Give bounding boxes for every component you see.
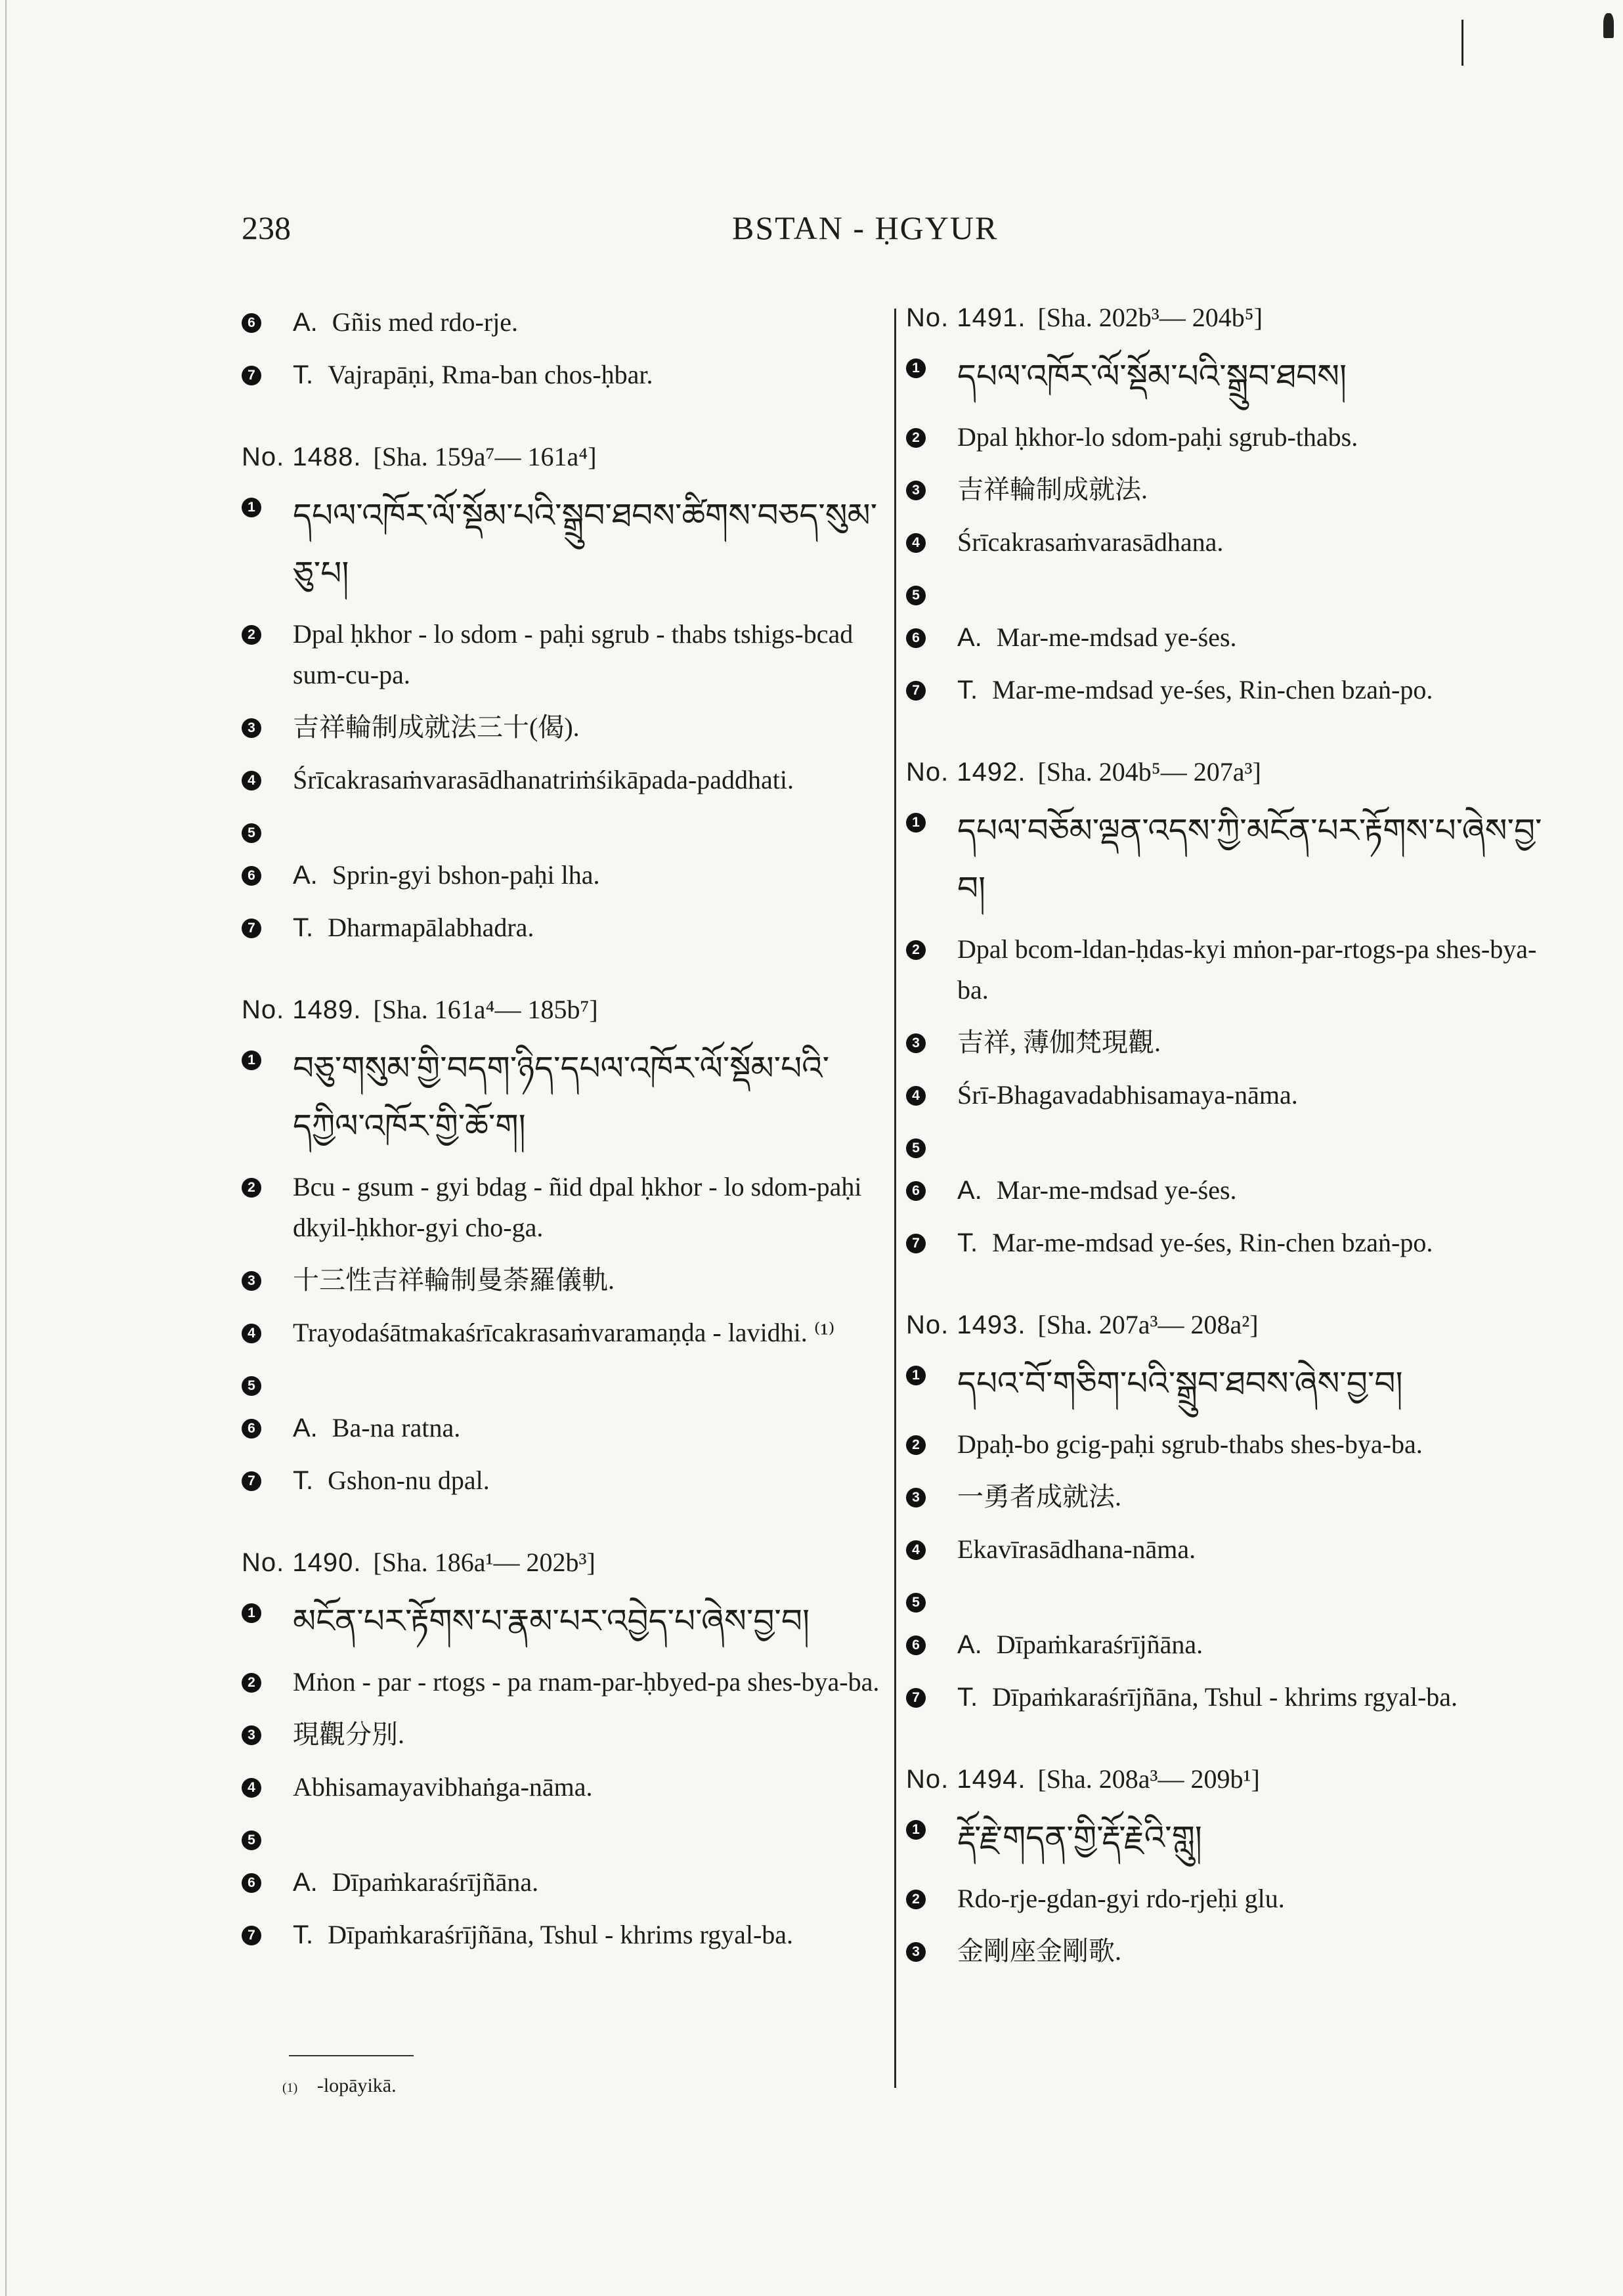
field-number-marker: 7: [242, 1471, 261, 1491]
entry-heading: [242, 1547, 892, 1578]
field-number-marker: 6: [242, 1419, 261, 1439]
field-value: [957, 1424, 1556, 1465]
field-text: Ba-na ratna.: [332, 1413, 461, 1442]
field-text: Śrīcakrasaṁvarasādhanatriṁśikāpada-paddhati.: [293, 765, 794, 794]
field-value: [293, 1260, 892, 1301]
entry-field: [242, 302, 892, 343]
field-text: Ekavīrasādhana-nāma.: [957, 1534, 1196, 1564]
entry-number: No. 1494.: [906, 1765, 1026, 1794]
catalogue-entry: [906, 756, 1556, 1263]
entry-field: [906, 1223, 1556, 1263]
field-text: དཔལ་བཅོམ་ལྡན་འདས་ཀྱི་མངོན་པར་རྟོགས་པ་ཞེས་བྱ་བ།: [957, 812, 1542, 907]
field-text: Abhisamayavibhaṅga-nāma.: [293, 1772, 593, 1802]
field-text: རྡོ་རྗེ་གདན་གྱི་རྡོ་རྗེའི་གླུ།: [957, 1819, 1202, 1857]
footnote-number: (1): [282, 2081, 298, 2095]
column-divider: [894, 309, 896, 2088]
field-number-marker: 5: [242, 1376, 261, 1396]
entry-folio-reference: [Sha. 202b³— 204b⁵]: [1037, 303, 1263, 332]
entry-field: [906, 1582, 1556, 1613]
field-number-marker: 2: [906, 1890, 926, 1909]
field-value: [293, 1915, 892, 1955]
field-text: Dīpaṁkaraśrījñāna.: [996, 1630, 1203, 1659]
entry-field: [906, 1477, 1556, 1517]
entry-folio-reference: [Sha. 159a⁷— 161a⁴]: [373, 442, 597, 471]
footnote-text: -lopāyikā.: [316, 2075, 397, 2096]
entry-field: [906, 1424, 1556, 1465]
field-number-marker: 3: [242, 1271, 261, 1291]
entry-field: [242, 812, 892, 843]
field-number-marker: 3: [906, 1488, 926, 1507]
entry-heading: [906, 1764, 1556, 1794]
field-value: [957, 1223, 1556, 1263]
catalogue-entry: [242, 994, 892, 1501]
field-text: 金剛座金剛歌.: [957, 1936, 1121, 1966]
field-text: Mar-me-mdsad ye-śes, Rin-chen bzaṅ-po.: [992, 675, 1433, 704]
tibetan-title: [957, 1809, 1556, 1867]
field-text: མངོན་པར་རྟོགས་པ་རྣམ་པར་འབྱེད་པ་ཞེས་བྱ་བ།: [293, 1602, 810, 1640]
field-number-marker: 2: [242, 1673, 261, 1693]
entry-field: [242, 1167, 892, 1248]
field-text: 吉祥輪制成就法三十(偈).: [293, 712, 580, 742]
entry-number: No. 1492.: [906, 758, 1026, 787]
entry-field: [906, 1624, 1556, 1665]
field-number-marker: 5: [906, 1138, 926, 1158]
field-number-marker: 3: [242, 1725, 261, 1745]
field-number-marker: 4: [242, 771, 261, 791]
entry-field: [242, 1408, 892, 1448]
field-value: [293, 1767, 892, 1808]
entry-field: [906, 522, 1556, 563]
entry-field: [906, 617, 1556, 658]
field-value: [957, 1529, 1556, 1570]
field-value: [293, 855, 892, 896]
field-text: Dharmapālabhadra.: [328, 913, 534, 942]
footnote-rule: [289, 2055, 414, 2056]
running-head: BSTAN - ḤGYUR: [732, 209, 999, 246]
field-text: Dpal bcom-ldan-ḥdas-kyi mṅon-par-rtogs-pa shes-bya-ba.: [957, 934, 1537, 1005]
entry-field: [242, 760, 892, 800]
field-text: བཅུ་གསུམ་གྱི་བདག་ཉིད་དཔལ་འཁོར་ལོ་སྡོམ་པའི་དཀྱིལ་འཁོར་གྱི་ཆོ་ག།: [293, 1049, 830, 1145]
entry-folio-reference: [Sha. 186a¹— 202b³]: [373, 1548, 595, 1577]
entry-field: [242, 1592, 892, 1650]
field-label: A.: [293, 308, 318, 337]
scan-mark: [1461, 20, 1463, 66]
field-value: [293, 1312, 892, 1353]
entry-field: [906, 1878, 1556, 1919]
scan-mark: [1603, 13, 1614, 38]
field-number-marker: 1: [242, 1051, 261, 1070]
entry-field: [906, 1127, 1556, 1158]
field-label: A.: [957, 1176, 982, 1205]
field-value: [957, 1624, 1556, 1665]
field-number-marker: 1: [242, 1603, 261, 1623]
field-number-marker: 6: [906, 628, 926, 648]
field-text: 一勇者成就法.: [957, 1482, 1121, 1511]
field-number-marker: 5: [242, 823, 261, 843]
field-number-marker: 3: [906, 481, 926, 500]
entry-field: [242, 1260, 892, 1301]
field-text: Śrī-Bhagavadabhisamaya-nāma.: [957, 1080, 1298, 1110]
field-value: [957, 929, 1556, 1010]
tibetan-title: [293, 1592, 892, 1650]
field-number-marker: 7: [242, 1926, 261, 1945]
field-text: དཔའ་བོ་གཅིག་པའི་སྒྲུབ་ཐབས་ཞེས་བྱ་བ།: [957, 1364, 1403, 1402]
left-column: [242, 302, 892, 2001]
tibetan-title: [957, 347, 1556, 405]
field-label: T.: [957, 1683, 978, 1712]
entry-number: No. 1491.: [906, 303, 1026, 332]
field-text: Gñis med rdo-rje.: [332, 307, 519, 337]
tibetan-title: [293, 487, 892, 602]
field-number-marker: 4: [242, 1778, 261, 1798]
entry-field: [242, 1365, 892, 1396]
entry-field: [906, 347, 1556, 405]
entry-field: [242, 1714, 892, 1755]
field-value: [293, 302, 892, 343]
entry-field: [242, 614, 892, 695]
field-text: Mṅon - par - rtogs - pa rnam-par-ḥbyed-pa shes-bya-ba.: [293, 1667, 880, 1697]
field-value: [957, 1677, 1556, 1718]
field-text: དཔལ་འཁོར་ལོ་སྡོམ་པའི་སྒྲུབ་ཐབས་ཚིགས་བཅད་སུམ་ཅུ་པ།: [293, 496, 878, 592]
field-text: Dpal ḥkhor - lo sdom - paḥi sgrub - thabs tshigs-bcad sum-cu-pa.: [293, 619, 854, 689]
entry-heading: [906, 302, 1556, 333]
field-label: T.: [293, 1466, 314, 1495]
catalogue-entry: [906, 1764, 1556, 1972]
field-number-marker: 3: [242, 718, 261, 738]
field-number-marker: 1: [906, 358, 926, 378]
field-label: A.: [293, 1414, 318, 1442]
field-text: Gshon-nu dpal.: [328, 1465, 490, 1495]
field-number-marker: 2: [242, 625, 261, 645]
field-text: Mar-me-mdsad ye-śes.: [996, 1175, 1237, 1205]
entry-field: [242, 907, 892, 948]
catalogue-entry: [906, 302, 1556, 710]
field-number-marker: 5: [906, 1593, 926, 1613]
tibetan-title: [293, 1039, 892, 1155]
field-number-marker: 6: [906, 1635, 926, 1655]
entry-field: [906, 469, 1556, 510]
field-label: T.: [957, 1228, 978, 1257]
entry-field: [906, 1529, 1556, 1570]
entry-folio-reference: [Sha. 204b⁵— 207a³]: [1037, 757, 1261, 787]
entry-folio-reference: [Sha. 161a⁴— 185b⁷]: [373, 995, 598, 1024]
field-label: A.: [293, 861, 318, 890]
entry-field: [242, 355, 892, 395]
field-value: [293, 1662, 892, 1702]
field-text: 吉祥, 薄伽梵現觀.: [957, 1028, 1161, 1057]
field-value: [293, 355, 892, 395]
field-value: [293, 1460, 892, 1501]
field-value: [293, 1862, 892, 1903]
field-label: T.: [957, 676, 978, 704]
field-text: Bcu - gsum - gyi bdag - ñid dpal ḥkhor - lo sdom-paḥi dkyil-ḥkhor-gyi cho-ga.: [293, 1172, 862, 1242]
field-number-marker: 7: [906, 1688, 926, 1708]
entry-field: [906, 1022, 1556, 1063]
field-text: Trayodaśātmakaśrīcakrasaṁvaramaṇḍa - lavidhi. ⁽¹⁾: [293, 1318, 835, 1347]
scan-mark: [5, 0, 7, 2296]
field-text: Rdo-rje-gdan-gyi rdo-rjeḥi glu.: [957, 1884, 1285, 1913]
field-number-marker: 1: [906, 1366, 926, 1385]
entry-number: No. 1493.: [906, 1310, 1026, 1339]
field-value: [293, 760, 892, 800]
field-text: Dpaḥ-bo gcig-paḥi sgrub-thabs shes-bya-ba.: [957, 1429, 1423, 1459]
field-text: དཔལ་འཁོར་ལོ་སྡོམ་པའི་སྒྲུབ་ཐབས།: [957, 357, 1347, 395]
field-value: [293, 1714, 892, 1755]
field-number-marker: 6: [906, 1181, 926, 1201]
field-value: [293, 1167, 892, 1248]
field-number-marker: 7: [906, 1234, 926, 1253]
field-text: Sprin-gyi bshon-paḥi lha.: [332, 860, 600, 890]
field-value: [293, 1408, 892, 1448]
tibetan-title: [957, 1354, 1556, 1412]
field-value: [957, 1170, 1556, 1211]
page-number: 238: [242, 209, 291, 246]
field-label: T.: [293, 360, 314, 389]
entry-heading: [906, 1309, 1556, 1340]
field-number-marker: 3: [906, 1033, 926, 1053]
field-text: Śrīcakrasaṁvarasādhana.: [957, 527, 1224, 557]
entry-field: [242, 1915, 892, 1955]
entry-heading: [242, 441, 892, 472]
entry-field: [906, 1809, 1556, 1867]
field-number-marker: 2: [906, 1435, 926, 1455]
entry-field: [906, 929, 1556, 1010]
field-number-marker: 5: [242, 1830, 261, 1850]
entry-field: [242, 707, 892, 748]
entry-field: [906, 1170, 1556, 1211]
field-value: [957, 417, 1556, 458]
field-value: [957, 1477, 1556, 1517]
field-number-marker: 1: [906, 1820, 926, 1840]
entry-field: [906, 1075, 1556, 1116]
entry-heading: [242, 994, 892, 1025]
entry-heading: [906, 756, 1556, 787]
field-value: [957, 522, 1556, 563]
field-text: 十三性吉祥輪制曼荼羅儀軌.: [293, 1265, 615, 1295]
field-text: 現觀分別.: [293, 1720, 404, 1749]
field-number-marker: 2: [906, 940, 926, 960]
field-label: A.: [957, 623, 982, 652]
footnote: [282, 2075, 397, 2097]
field-number-marker: 7: [242, 366, 261, 385]
field-label: T.: [293, 913, 314, 942]
field-number-marker: 4: [242, 1324, 261, 1343]
entry-folio-reference: [Sha. 207a³— 208a²]: [1037, 1310, 1259, 1339]
field-text: Mar-me-mdsad ye-śes.: [996, 622, 1237, 652]
field-number-marker: 4: [906, 1086, 926, 1106]
field-label: A.: [957, 1630, 982, 1659]
field-number-marker: 3: [906, 1942, 926, 1962]
field-label: T.: [293, 1920, 314, 1949]
right-column: [906, 302, 1556, 2018]
field-number-marker: 7: [906, 681, 926, 701]
field-text: Dīpaṁkaraśrījñāna, Tshul - khrims rgyal-ba.: [328, 1920, 794, 1949]
entry-number: No. 1488.: [242, 443, 362, 471]
entry-number: No. 1489.: [242, 995, 362, 1024]
field-value: [957, 1022, 1556, 1063]
field-value: [293, 707, 892, 748]
entry-field: [906, 1354, 1556, 1412]
field-text: Dīpaṁkaraśrījñāna.: [332, 1867, 539, 1897]
entry-field: [906, 1931, 1556, 1972]
field-text: Dpal ḥkhor-lo sdom-paḥi sgrub-thabs.: [957, 422, 1358, 452]
field-number-marker: 4: [906, 1540, 926, 1560]
entry-field: [242, 1662, 892, 1702]
entry-number: No. 1490.: [242, 1548, 362, 1577]
field-value: [957, 469, 1556, 510]
field-label: A.: [293, 1868, 318, 1897]
entry-field: [242, 1862, 892, 1903]
field-value: [957, 670, 1556, 710]
catalogue-entry: [906, 1309, 1556, 1718]
field-number-marker: 1: [906, 813, 926, 833]
entry-field: [906, 1677, 1556, 1718]
catalogue-entry: [242, 1547, 892, 1955]
field-number-marker: 6: [242, 313, 261, 333]
entry-field: [242, 1819, 892, 1850]
entry-field: [906, 670, 1556, 710]
field-value: [957, 1878, 1556, 1919]
entry-field: [242, 1767, 892, 1808]
field-value: [957, 1075, 1556, 1116]
entry-field: [242, 1039, 892, 1155]
field-text: 吉祥輪制成就法.: [957, 475, 1148, 504]
entry-field: [242, 855, 892, 896]
catalogue-entry: [242, 441, 892, 948]
catalogue-entry: [242, 302, 892, 395]
entry-field: [906, 574, 1556, 605]
field-number-marker: 7: [242, 919, 261, 938]
field-value: [293, 614, 892, 695]
field-number-marker: 2: [906, 428, 926, 448]
field-value: [957, 1931, 1556, 1972]
field-number-marker: 2: [242, 1178, 261, 1198]
field-number-marker: 1: [242, 498, 261, 517]
entry-folio-reference: [Sha. 208a³— 209b¹]: [1037, 1764, 1260, 1794]
field-number-marker: 6: [242, 1873, 261, 1893]
tibetan-title: [957, 802, 1556, 917]
field-number-marker: 5: [906, 586, 926, 605]
entry-field: [242, 487, 892, 602]
field-text: Mar-me-mdsad ye-śes, Rin-chen bzaṅ-po.: [992, 1228, 1433, 1257]
field-text: Vajrapāṇi, Rma-ban chos-ḥbar.: [328, 360, 653, 389]
entry-field: [242, 1460, 892, 1501]
entry-field: [242, 1312, 892, 1353]
entry-field: [906, 802, 1556, 917]
field-value: [957, 617, 1556, 658]
entry-field: [906, 417, 1556, 458]
field-number-marker: 6: [242, 866, 261, 886]
field-text: Dīpaṁkaraśrījñāna, Tshul - khrims rgyal-ba.: [992, 1682, 1458, 1712]
field-value: [293, 907, 892, 948]
field-number-marker: 4: [906, 533, 926, 553]
